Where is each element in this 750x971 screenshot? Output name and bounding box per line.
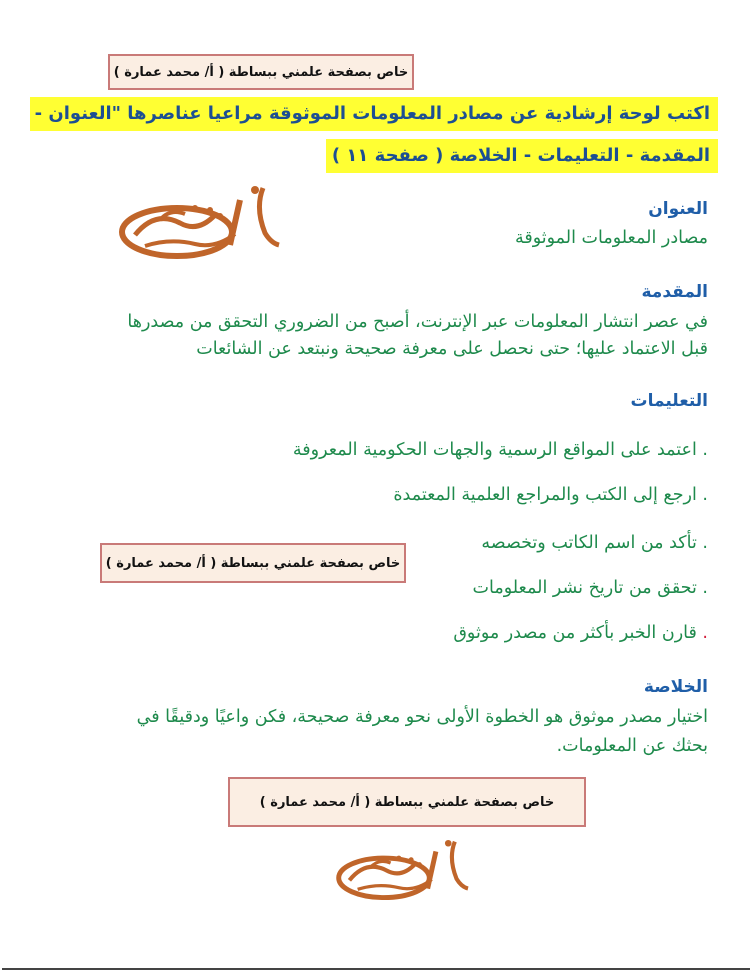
watermark-stamp-top — [108, 54, 414, 90]
instruction-text: تحقق من تاريخ نشر المعلومات — [472, 578, 697, 598]
question-text-1: اكتب لوحة إرشادية عن مصادر المعلومات الموثوقة مراعيا عناصرها "العنوان - — [34, 103, 710, 124]
watermark-text: خاص بصفحة علمني ببساطة ( أ/ محمد عمارة ) — [113, 64, 409, 80]
instruction-item — [473, 578, 708, 598]
watermark-stamp-bottom — [228, 777, 586, 827]
bullet-dot: . — [702, 533, 708, 553]
instruction-item — [293, 440, 708, 460]
conclusion-line-1: اختيار مصدر موثوق هو الخطوة الأولى نحو معرفة صحيحة، فكن واعيًا ودقيقًا في — [136, 707, 708, 727]
instruction-text: اعتمد على المواقع الرسمية والجهات الحكومية المعروفة — [292, 440, 697, 460]
question-line-2 — [326, 139, 718, 173]
signature-text-top: أ/ محمد عمارة — [115, 180, 122, 181]
bullet-dot: . — [702, 578, 708, 598]
bullet-dot: . — [702, 623, 708, 643]
bullet-dot: . — [702, 440, 708, 460]
instruction-item — [481, 533, 708, 553]
watermark-text: خاص بصفحة علمني ببساطة ( أ/ محمد عمارة ) — [259, 794, 555, 810]
instruction-text: تأكد من اسم الكاتب وتخصصه — [481, 533, 697, 553]
intro-heading: المقدمة — [641, 282, 708, 302]
instruction-item — [393, 485, 708, 505]
signature-logo-top — [115, 180, 290, 265]
title-heading: العنوان — [648, 199, 708, 219]
intro-line-2: قبل الاعتماد عليها؛ حتى نحصل على معرفة صحيحة ونبتعد عن الشائعات — [196, 339, 708, 359]
instructions-heading: التعليمات — [630, 391, 708, 411]
bullet-dot: . — [702, 485, 708, 505]
conclusion-heading: الخلاصة — [643, 677, 708, 697]
conclusion-line-2: بحثك عن المعلومات. — [556, 736, 708, 756]
title-body: مصادر المعلومات الموثوقة — [514, 228, 708, 248]
watermark-text: خاص بصفحة علمني ببساطة ( أ/ محمد عمارة ) — [105, 555, 401, 571]
question-text-2: المقدمة - التعليمات - الخلاصة ( صفحة ١١ ) — [331, 145, 710, 166]
question-line-1 — [30, 97, 718, 131]
instruction-text: ارجع إلى الكتب والمراجع العلمية المعتمدة — [393, 485, 697, 505]
watermark-stamp-middle — [100, 543, 406, 583]
instruction-item — [453, 623, 708, 643]
signature-logo-bottom — [315, 835, 495, 905]
intro-line-1: في عصر انتشار المعلومات عبر الإنترنت، أصبح من الضروري التحقق من مصدرها — [127, 312, 708, 332]
instruction-text: قارن الخبر بأكثر من مصدر موثوق — [453, 623, 697, 643]
bottom-divider — [2, 968, 750, 970]
